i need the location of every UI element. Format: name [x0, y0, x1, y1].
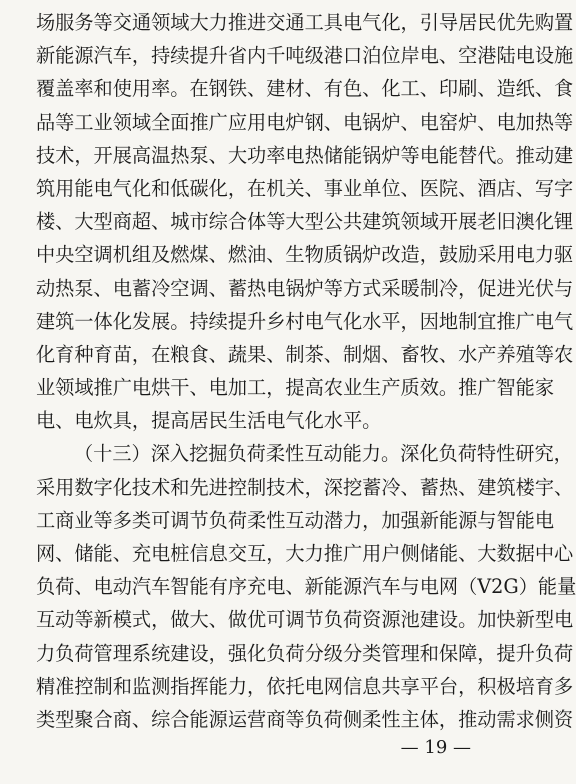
text-line: 电、电炊具，提高居民生活电气化水平。 — [36, 409, 382, 433]
text-line: 工商业等多类可调节负荷柔性互动潜力，加强新能源与智能电 — [36, 508, 555, 532]
text-line: 动热泵、电蓄冷空调、蓄热电锅炉等方式采暖制冷，促进光伏与 — [36, 276, 574, 300]
text-line: 建筑一体化发展。持续提升乡村电气化水平，因地制宜推广电气 — [36, 309, 574, 333]
text-line: 楼、大型商超、城市综合体等大型公共建筑领域开展老旧澳化锂 — [36, 210, 574, 234]
text-line: 业领域推广电烘干、电加工，提高农业生产质效。推广智能家 — [36, 376, 555, 400]
text-line: 网、储能、充电桩信息交互，大力推广用户侧储能、大数据中心 — [36, 542, 574, 565]
text-line: 新能源汽车，持续提升省内千吨级港口泊位岸电、空港陆电设施 — [36, 44, 574, 68]
text-line: 中央空调机组及燃煤、燃油、生物质锅炉改造，鼓励采用电力驱 — [36, 243, 574, 267]
text-line: 技术，开展高温热泵、大功率电热储能锅炉等电能替代。推动建 — [36, 143, 574, 167]
text-line: 类型聚合商、综合能源运营商等负荷侧柔性主体，推动需求侧资 — [36, 707, 574, 731]
text-line: 覆盖率和使用率。在钢铁、建材、有色、化工、印刷、造纸、食 — [36, 77, 574, 101]
text-line: 场服务等交通领域大力推进交通工具电气化，引导居民优先购置 — [36, 11, 574, 34]
text-line: 负荷、电动汽车智能有序充电、新能源汽车与电网（V2G）能量 — [36, 575, 576, 599]
text-line: 精准控制和监测指挥能力，依托电网信息共享平台，积极培育多 — [36, 674, 574, 698]
body-text — [36, 6, 576, 736]
text-line: 品等工业领域全面推广应用电炉钢、电锅炉、电窑炉、电加热等 — [36, 110, 574, 134]
text-line: 采用数字化技术和先进控制技术，深挖蓄冷、蓄热、建筑楼宇、 — [36, 475, 574, 499]
page-number: — 19 — — [400, 737, 471, 758]
text-line: 筑用能电气化和低碳化，在机关、事业单位、医院、酒店、写字 — [36, 176, 574, 200]
text-line: 化育种育苗，在粮食、蔬果、制茶、制烟、畜牧、水产养殖等农 — [36, 342, 574, 366]
text-line: 互动等新模式，做大、做优可调节负荷资源池建设。加快新型电 — [36, 608, 574, 632]
text-line: 力负荷管理系统建设，强化负荷分级分类管理和保障，提升负荷 — [36, 641, 574, 665]
section-heading-line: （十三）深入挖掘负荷柔性互动能力。深化负荷特性研究， — [74, 442, 573, 466]
